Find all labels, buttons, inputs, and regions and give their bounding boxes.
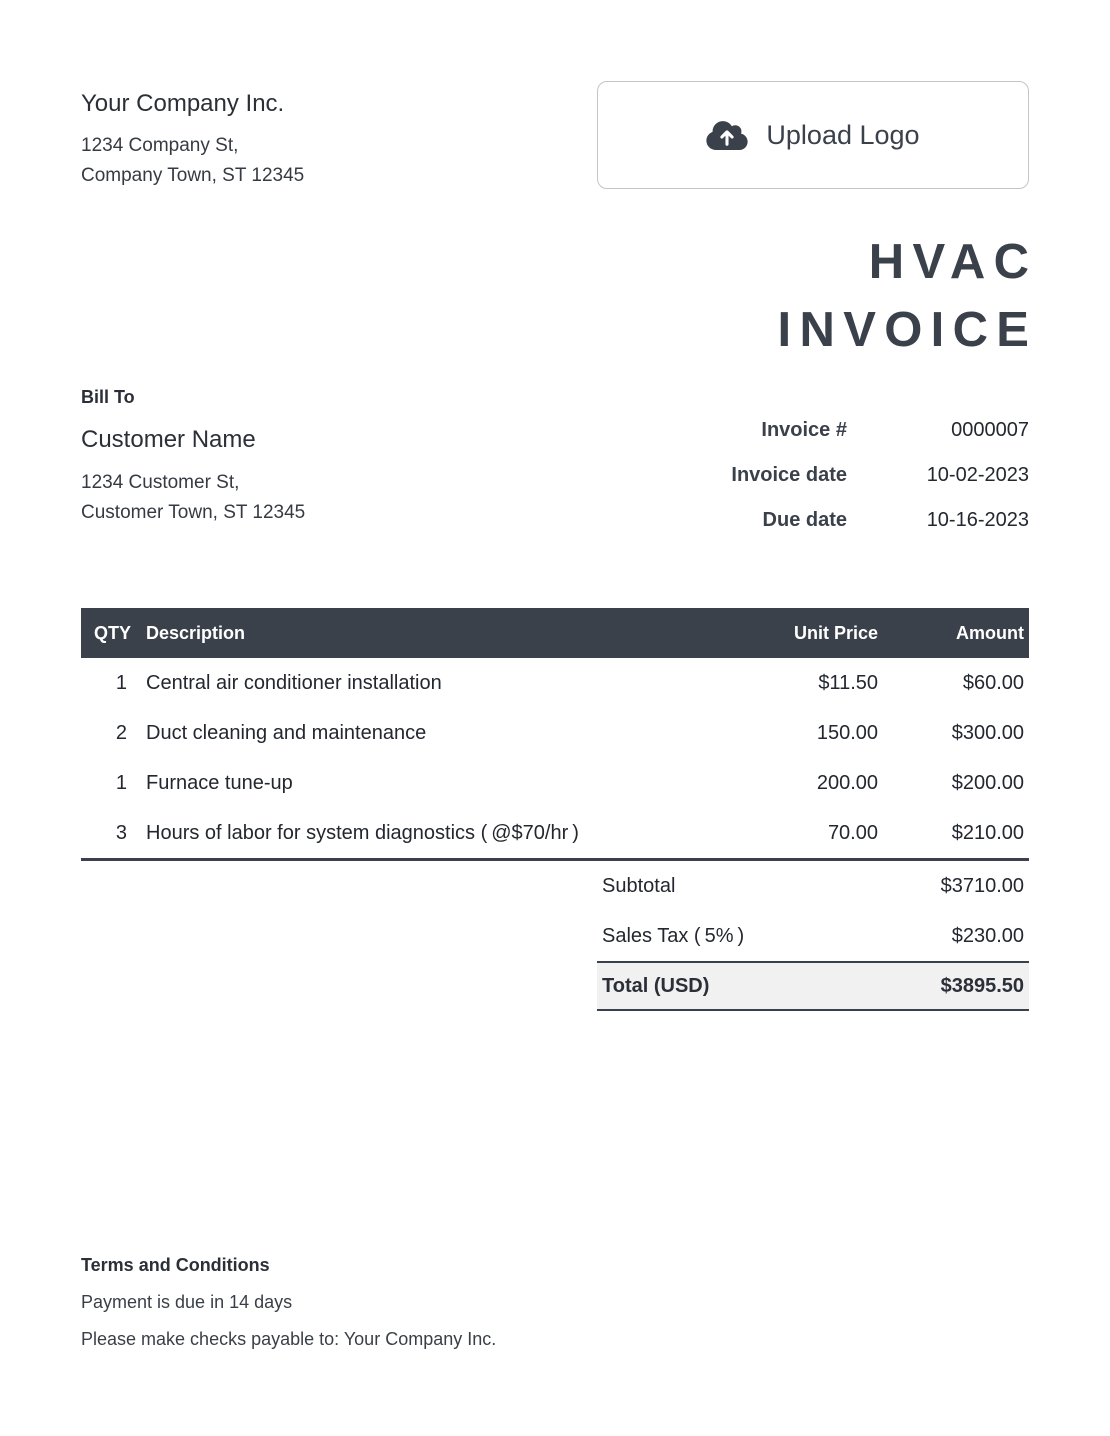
cell-amount: $210.00: [951, 821, 1024, 844]
upload-logo-label: Upload Logo: [766, 119, 920, 150]
invoice-date-label: Invoice date: [731, 464, 847, 486]
due-date-label: Due date: [762, 509, 847, 531]
terms-line2: Please make checks payable to: Your Company Inc.: [81, 1329, 497, 1349]
column-header-qty: QTY: [94, 622, 132, 643]
cell-unit-price: 200.00: [816, 771, 878, 794]
column-header-amount: Amount: [956, 622, 1024, 643]
subtotal-label: Subtotal: [602, 874, 676, 897]
grand-total-value: $3895.50: [940, 974, 1024, 997]
customer-address-line2: Customer Town, ST 12345: [81, 502, 306, 523]
company-address-line2: Company Town, ST 12345: [81, 165, 305, 186]
invoice-title-line2: INVOICE: [777, 303, 1038, 357]
column-header-description: Description: [146, 622, 246, 643]
upload-logo-button[interactable]: [597, 81, 1029, 189]
cell-qty: 3: [115, 821, 127, 844]
invoice-number-label: Invoice #: [761, 419, 847, 441]
cloud-upload-icon: [706, 119, 748, 152]
table-row: [81, 708, 1029, 758]
invoice-title: [778, 228, 1038, 364]
grand-total-row: [597, 961, 1029, 1011]
cell-qty: 1: [115, 671, 127, 694]
company-address-line1: 1234 Company St,: [81, 135, 239, 156]
table-body: [81, 658, 1029, 861]
cell-amount: $300.00: [951, 721, 1024, 744]
bill-to-block: [81, 387, 305, 528]
cell-amount: $60.00: [962, 671, 1024, 694]
terms-block: [81, 1255, 496, 1350]
cell-amount: $200.00: [951, 771, 1024, 794]
cell-unit-price: 70.00: [827, 821, 878, 844]
invoice-number-row: [597, 408, 1029, 453]
cell-description: Furnace tune-up: [146, 771, 293, 794]
cell-description: Hours of labor for system diagnostics ( @$70/hr ): [146, 821, 579, 844]
sales-tax-label: Sales Tax ( 5% ): [602, 924, 745, 947]
cell-qty: 1: [115, 771, 127, 794]
cell-description: Central air conditioner installation: [146, 671, 442, 694]
line-items-table: [81, 608, 1029, 861]
invoice-title-line1: HVAC: [868, 235, 1038, 289]
due-date-value: 10-16-2023: [926, 509, 1029, 531]
table-row: [81, 658, 1029, 708]
terms-heading: Terms and Conditions: [81, 1255, 270, 1275]
cell-unit-price: $11.50: [818, 671, 878, 694]
table-header-row: [81, 608, 1029, 658]
due-date-row: [597, 498, 1029, 543]
table-row: [81, 808, 1029, 858]
subtotal-value: $3710.00: [940, 874, 1024, 897]
subtotal-row: [597, 861, 1029, 911]
customer-address: [81, 468, 305, 528]
column-header-unit-price: Unit Price: [793, 622, 878, 643]
table-row: [81, 758, 1029, 808]
sales-tax-value: $230.00: [951, 924, 1024, 947]
grand-total-label: Total (USD): [602, 974, 710, 997]
cell-unit-price: 150.00: [816, 721, 878, 744]
customer-address-line1: 1234 Customer St,: [81, 472, 240, 493]
bill-to-heading: Bill To: [81, 387, 135, 407]
company-block: [81, 89, 304, 191]
company-address: [81, 131, 304, 191]
totals-block: [597, 861, 1029, 1011]
terms-line1: Payment is due in 14 days: [81, 1292, 293, 1312]
invoice-meta: [597, 408, 1029, 543]
invoice-date-row: [597, 453, 1029, 498]
invoice-number-value: 0000007: [951, 419, 1029, 441]
cell-qty: 2: [115, 721, 127, 744]
sales-tax-row: [597, 911, 1029, 961]
invoice-date-value: 10-02-2023: [926, 464, 1029, 486]
company-name: Your Company Inc.: [81, 90, 285, 117]
cell-description: Duct cleaning and maintenance: [146, 721, 427, 744]
customer-name: Customer Name: [81, 426, 256, 453]
